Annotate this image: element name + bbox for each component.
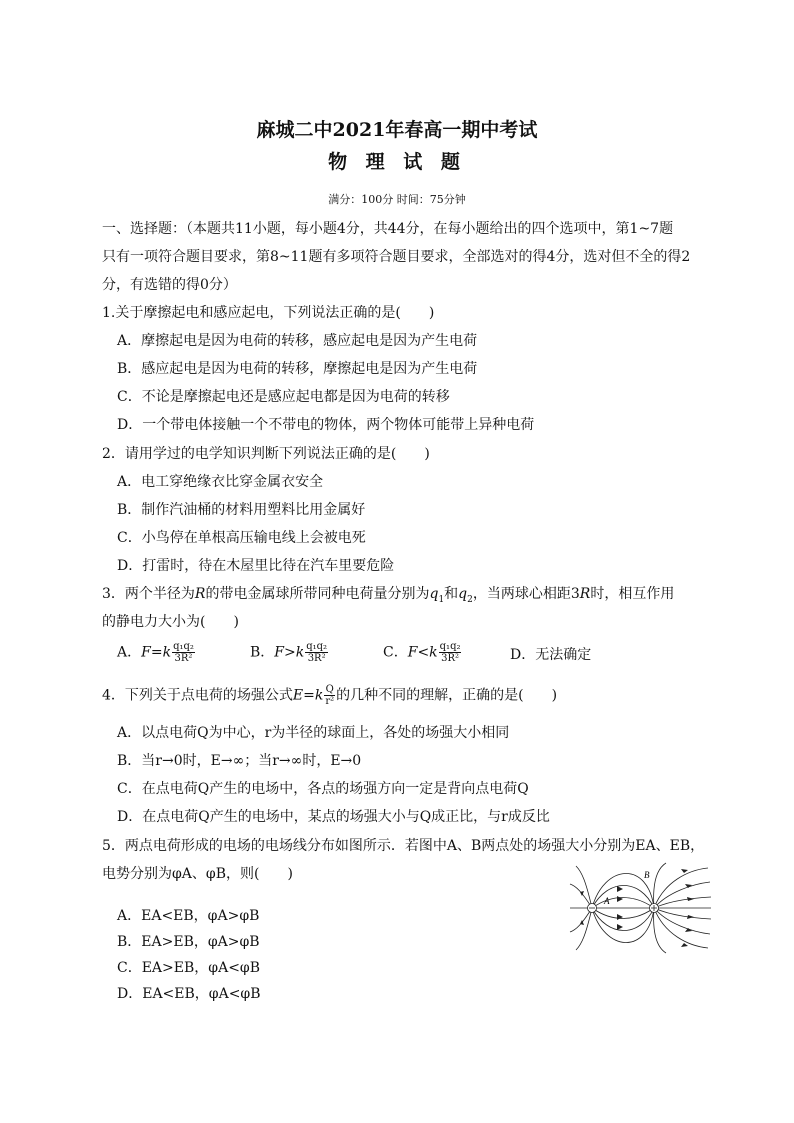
q4-option-a: A．以点电荷Q为中心，r为半径的球面上，各处的场强大小相同 [117,725,510,741]
q1-option-a: A．摩擦起电是因为电荷的转移，感应起电是因为产生电荷 [117,333,478,349]
q1-option-b: B．感应起电是因为电荷的转移，摩擦起电是因为产生电荷 [117,361,478,377]
q2-option-b: B．制作汽油桶的材料用塑料比用金属好 [117,502,366,518]
q3-option-d: D．无法确定 [510,647,592,663]
q5-option-a: A．EA<EB，φA>φB [117,908,260,924]
q1-option-c: C．不论是摩擦起电还是感应起电都是因为电荷的转移 [117,389,450,405]
q1-option-d: D．一个带电体接触一个不带电的物体，两个物体可能带上异种电荷 [117,417,535,433]
q4-option-d: D．在点电荷Q产生的电场中，某点的场强大小与Q成正比，与r成反比 [117,809,550,825]
q3-option-a: A．F=k $\frac{\text{q₁q₂}}{\text{3R²}}$ [117,641,194,664]
question-1-stem: 1.关于摩擦起电和感应起电，下列说法正确的是( ) [102,305,435,321]
question-5-stem-line1: 5．两点电荷形成的电场的电场线分布如图所示．若图中A、B两点处的场强大小分别为EA、EB， [102,838,705,854]
q3-stem-end: 时，相互作用 [590,586,675,602]
q3-stem-mid: 的带电金属球所带同种电荷量分别为 [205,586,430,602]
q3-a-fraction: $\frac{\text{q₁q₂}}{\text{3R²}}$ [173,641,194,664]
exam-title: 麻城二中2021年春高一期中考试 [256,119,538,141]
section-intro-line1: 一、选择题：（本题共11小题，每小题4分，共44分，在每小题给出的四个选项中，第1~7题 [102,221,674,237]
exam-meta: 满分：100分 时间：75分钟 [328,193,466,206]
q2-option-a: A．电工穿绝缘衣比穿金属衣安全 [117,474,324,490]
q4-option-c: C．在点电荷Q产生的电场中，各点的场强方向一定是背向点电荷Q [117,781,529,797]
q3-option-b: B．F>k $\frac{\text{q₁q₂}}{\text{3R²}}$ [250,641,328,664]
q5-option-d: D．EA<EB，φA<φB [117,986,261,1002]
q3-stem-pre: 3．两个半径为 [102,586,195,602]
q3-stem-post: ，当两球心相距3 [472,586,580,602]
electric-field-diagram [568,862,713,954]
q5-option-b: B．EA>EB，φA>φB [117,934,260,950]
section-intro-line3: 分，有选错的得0分） [102,277,237,293]
q4-option-b: B．当r→0时，E→∞；当r→∞时，E→0 [117,753,362,769]
question-3-stem-line2: 的静电力大小为( ) [102,614,239,630]
exam-subtitle: 物 理 试 题 [328,151,466,173]
q3-stem-and: 和 [444,586,459,602]
q3-option-c: C．F<k $\frac{\text{q₁q₂}}{\text{3R²}}$ [383,641,461,664]
question-5-stem-line2: 电势分别为φA、φB，则( ) [102,866,293,882]
q4-fraction: $\frac{Q}{\text{r²}}$ [325,684,335,707]
question-4-stem: 4．下列关于点电荷的场强公式E=k $\frac{Q}{\text{r²}}$ 的几种不同的理解，正确的是( ) [102,684,558,707]
q3-var-r: R [194,586,206,602]
q2-option-c: C．小鸟停在单根高压输电线上会被电死 [117,530,366,546]
q3-b-fraction: $\frac{\text{q₁q₂}}{\text{3R²}}$ [306,641,328,664]
q3-var-q1: q [429,586,439,602]
q3-c-fraction: $\frac{\text{q₁q₂}}{\text{3R²}}$ [439,641,461,664]
question-2-stem: 2．请用学过的电学知识判断下列说法正确的是( ) [102,446,430,462]
question-3-stem-line1: 3．两个半径为R的带电金属球所带同种电荷量分别为$q_1$和$q_2$，当两球心相距3R时，相互作用 [102,586,675,605]
label-b: B [644,870,650,880]
q3-var-r2: R [579,586,591,602]
section-intro-line2: 只有一项符合题目要求，第8~11题有多项符合题目要求，全部选对的得4分，选对但不全的得2 [102,249,691,265]
label-a: A [604,896,610,906]
q5-option-c: C．EA>EB，φA<φB [117,960,261,976]
q2-option-d: D．打雷时，待在木屋里比待在汽车里要危险 [117,558,395,574]
